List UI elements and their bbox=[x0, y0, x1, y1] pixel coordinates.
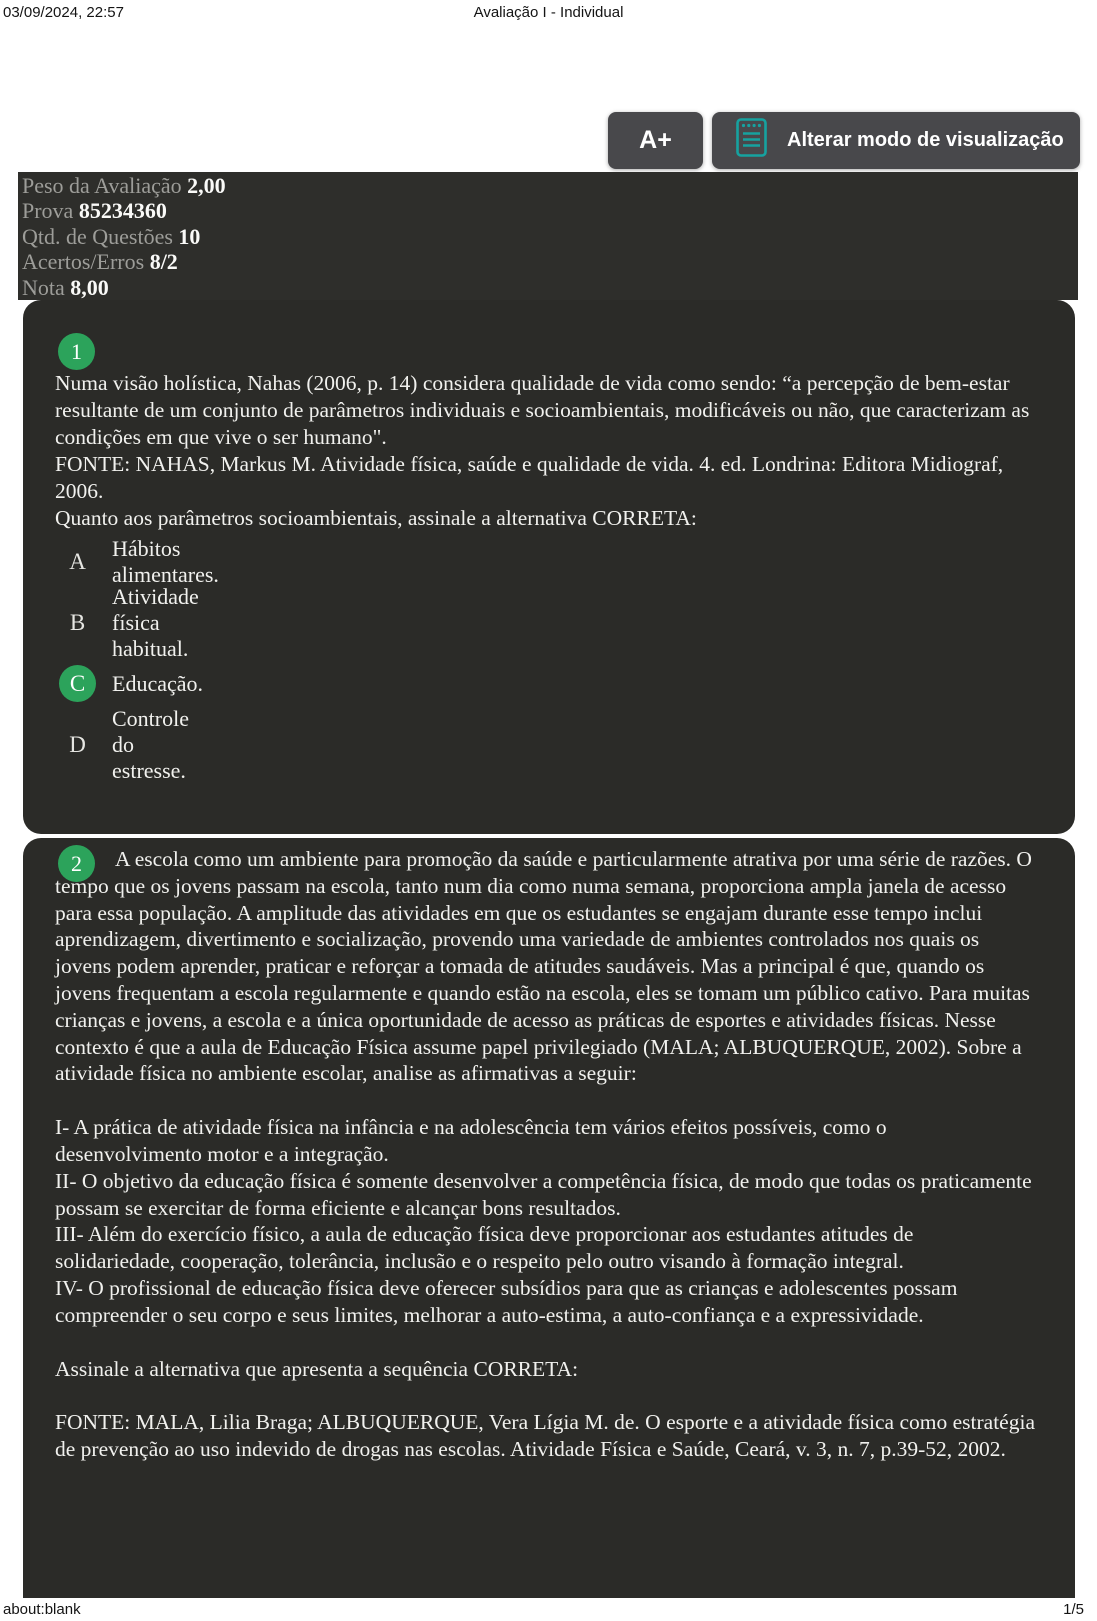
change-view-mode-button[interactable] bbox=[712, 112, 1080, 169]
option-a-text: Hábitos alimentares. bbox=[112, 535, 219, 587]
option-b-letter: B bbox=[69, 609, 86, 635]
question-1-prompt: Quanto aos parâmetros socioambientais, assinale a alternativa CORRETA: bbox=[55, 506, 697, 530]
option-a[interactable] bbox=[59, 535, 219, 587]
question-2-item-3: III- Além do exercício físico, a aula de educação física deve proporcionar aos estudantes atitudes de solidariedade, cooperação, tolerância, inclusão e o respeito pelo outro visando à formação integral. bbox=[55, 1222, 914, 1274]
page-title: Avaliação I - Individual bbox=[473, 4, 624, 21]
option-d-text: Controle do estresse. bbox=[112, 705, 189, 783]
font-increase-label: A+ bbox=[639, 126, 672, 154]
question-1-statement: Numa visão holística, Nahas (2006, p. 14) considera qualidade de vida como sendo: “a percepção de bem-estar resultante de um conjunto de parâmetros individuais e socioambientais, modificáveis ou não, que caracterizam as condições em que vive o ser humano". bbox=[55, 371, 1030, 449]
document-list-icon bbox=[736, 118, 767, 163]
option-c-selected[interactable] bbox=[59, 665, 203, 702]
question-2-item-1: I- A prática de atividade física na infância e na adolescência tem vários efeitos possíveis, como o desenvolvimento motor e a integração. bbox=[55, 1115, 887, 1166]
question-2-item-2: II- O objetivo da educação física é somente desenvolver a competência física, de modo que todas os praticamente possam se exercitar de forma eficiente e alcançar bons resultados. bbox=[55, 1168, 1032, 1220]
print-footer-url: about:blank bbox=[3, 1601, 81, 1618]
question-2-text bbox=[55, 846, 1035, 1463]
summary-row-weight: Peso da Avaliação 2,00 bbox=[22, 173, 226, 198]
print-header-datetime: 03/09/2024, 22:57 bbox=[3, 4, 124, 21]
option-b-text: Atividade física habitual. bbox=[112, 583, 199, 661]
question-2-number-badge: 2 bbox=[58, 845, 95, 882]
option-c-letter-badge: C bbox=[59, 665, 96, 702]
question-2-source: FONTE: MALA, Lilia Braga; ALBUQUERQUE, Vera Lígia M. de. O esporte e a atividade física como estratégia de prevenção ao uso indevido de drogas nas escolas. Atividade Física e Saúde, Ceará, v. 3, n. 7, p.39-52, 2002. bbox=[55, 1410, 1035, 1462]
option-c-text: Educação. bbox=[112, 670, 203, 696]
question-2-prompt: Assinale a alternativa que apresenta a sequência CORRETA: bbox=[55, 1356, 579, 1381]
question-1-card bbox=[23, 300, 1075, 834]
summary-row-question-count: Qtd. de Questões 10 bbox=[22, 223, 201, 249]
option-a-letter: A bbox=[69, 548, 86, 574]
exam-summary-panel bbox=[18, 172, 1078, 300]
summary-row-exam-id: Prova 85234360 bbox=[22, 198, 167, 224]
option-b[interactable] bbox=[59, 583, 199, 661]
summary-row-hits-errors: Acertos/Erros 8/2 bbox=[22, 249, 178, 275]
print-footer-page-number: 1/5 bbox=[1063, 1601, 1084, 1618]
question-2-card bbox=[23, 838, 1075, 1598]
font-increase-button[interactable] bbox=[608, 112, 703, 169]
option-d[interactable] bbox=[59, 705, 189, 783]
change-view-mode-label: Alterar modo de visualização bbox=[787, 129, 1064, 151]
question-1-text bbox=[55, 370, 1030, 532]
option-d-letter: D bbox=[69, 731, 86, 757]
question-2-statement: A escola como um ambiente para promoção da saúde e particularmente atrativa por uma série de razões. O tempo que os jovens passam na escola, tanto num dia como numa semana, proporciona ampla janela de acesso para essa população. A amplitude das atividades em que os estudantes se engajam durante esse tempo inclui aprendizagem, divertimento e socialização, provendo uma variedade de ambientes controlados nos quais os jovens podem aprender, praticar e reforçar a tomada de atitudes saudáveis. Mas a principal é que, quando os jovens frequentam a escola regularmente e quando estão na escola, eles se tomam um público cativo. Para muitas crianças e jovens, a escola e a única oportunidade de acesso as práticas de esportes e atividades físicas. Nesse contexto é que a aula de Educação Física assume papel privilegiado (MALA; ALBUQUERQUE, 2002). Sobre a atividade física no ambiente escolar, analise as afirmativas a seguir: bbox=[55, 847, 1032, 1086]
question-2-item-4: IV- O profissional de educação física deve oferecer subsídios para que as crianças e adolescentes possam compreender o seu corpo e seus limites, melhorar a auto-estima, a auto-confiança e a expressividade. bbox=[55, 1275, 958, 1327]
summary-row-grade: Nota 8,00 bbox=[22, 274, 109, 300]
question-1-number-badge: 1 bbox=[58, 333, 95, 370]
question-1-source: FONTE: NAHAS, Markus M. Atividade física, saúde e qualidade de vida. 4. ed. Londrina: Editora Midiograf, 2006. bbox=[55, 452, 1004, 503]
